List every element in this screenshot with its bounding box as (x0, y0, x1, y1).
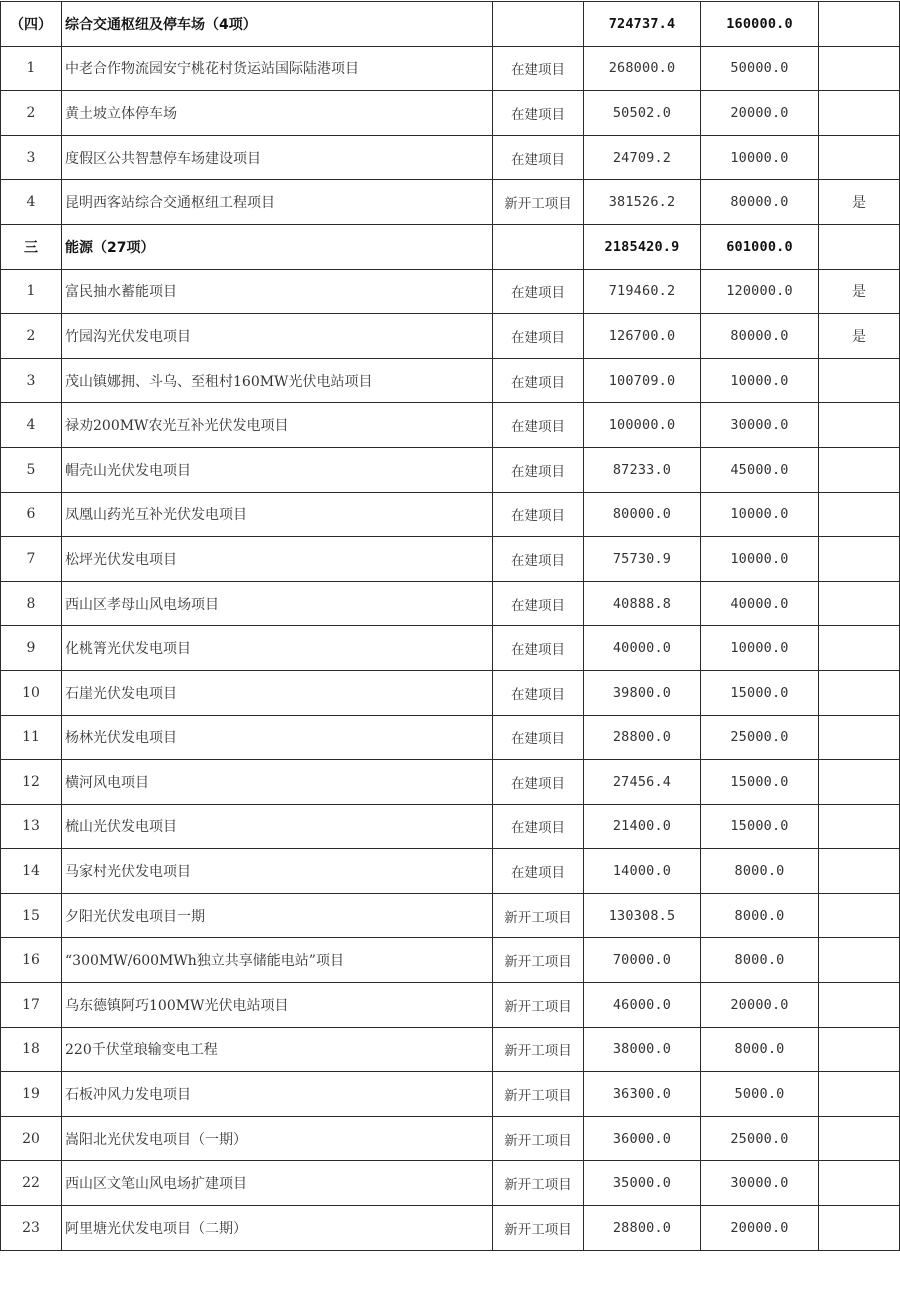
project-status: 在建项目 (493, 135, 584, 180)
project-name: 中老合作物流园安宁桃花村货运站国际陆港项目 (62, 46, 493, 91)
project-name: 茂山镇娜拥、斗乌、至租村160MW光伏电站项目 (62, 358, 493, 403)
project-status: 新开工项目 (493, 893, 584, 938)
total-investment: 28800.0 (584, 715, 701, 760)
project-status: 新开工项目 (493, 1116, 584, 1161)
table-row (1, 581, 900, 626)
row-number: 7 (1, 537, 62, 582)
table-row (1, 46, 900, 91)
row-number: 18 (1, 1027, 62, 1072)
key-project-flag (819, 492, 900, 537)
table-row (1, 447, 900, 492)
total-investment: 268000.0 (584, 46, 701, 91)
key-project-flag (819, 581, 900, 626)
planned-investment: 10000.0 (701, 626, 819, 671)
table-row (1, 1116, 900, 1161)
project-status: 在建项目 (493, 358, 584, 403)
total-investment: 40000.0 (584, 626, 701, 671)
project-status: 在建项目 (493, 46, 584, 91)
project-status: 新开工项目 (493, 1206, 584, 1251)
project-status: 在建项目 (493, 492, 584, 537)
planned-investment: 80000.0 (701, 314, 819, 359)
table-row (1, 135, 900, 180)
key-project-flag (819, 849, 900, 894)
key-project-flag (819, 670, 900, 715)
table-row (1, 626, 900, 671)
planned-investment: 25000.0 (701, 1116, 819, 1161)
planned-investment: 10000.0 (701, 358, 819, 403)
project-name: 梳山光伏发电项目 (62, 804, 493, 849)
project-status: 在建项目 (493, 447, 584, 492)
project-name: 竹园沟光伏发电项目 (62, 314, 493, 359)
total-investment: 126700.0 (584, 314, 701, 359)
project-status: 在建项目 (493, 403, 584, 448)
project-status: 新开工项目 (493, 983, 584, 1028)
project-name: 阿里塘光伏发电项目（二期） (62, 1206, 493, 1251)
table-row (1, 91, 900, 136)
row-number: 2 (1, 314, 62, 359)
planned-investment: 20000.0 (701, 91, 819, 136)
table-row (1, 804, 900, 849)
project-name: 松坪光伏发电项目 (62, 537, 493, 582)
planned-investment: 40000.0 (701, 581, 819, 626)
planned-investment: 50000.0 (701, 46, 819, 91)
row-number: 19 (1, 1072, 62, 1117)
planned-investment: 160000.0 (701, 2, 819, 47)
planned-investment: 30000.0 (701, 403, 819, 448)
total-investment: 27456.4 (584, 760, 701, 805)
project-name: 夕阳光伏发电项目一期 (62, 893, 493, 938)
project-name: 综合交通枢纽及停车场（4项） (62, 2, 493, 47)
key-project-flag (819, 1161, 900, 1206)
total-investment: 39800.0 (584, 670, 701, 715)
key-project-flag (819, 893, 900, 938)
key-project-flag (819, 1072, 900, 1117)
total-investment: 2185420.9 (584, 224, 701, 269)
table-row (1, 1206, 900, 1251)
row-number: 4 (1, 403, 62, 448)
project-name: 马家村光伏发电项目 (62, 849, 493, 894)
key-project-flag (819, 983, 900, 1028)
total-investment: 100709.0 (584, 358, 701, 403)
planned-investment: 15000.0 (701, 804, 819, 849)
project-name: 石崖光伏发电项目 (62, 670, 493, 715)
key-project-flag (819, 224, 900, 269)
row-number: 12 (1, 760, 62, 805)
key-project-flag (819, 760, 900, 805)
planned-investment: 80000.0 (701, 180, 819, 225)
key-project-flag (819, 1206, 900, 1251)
row-number: 5 (1, 447, 62, 492)
planned-investment: 10000.0 (701, 492, 819, 537)
project-table-body (1, 2, 900, 1251)
row-number: 1 (1, 46, 62, 91)
key-project-flag (819, 626, 900, 671)
key-project-flag (819, 2, 900, 47)
section-row (1, 2, 900, 47)
total-investment: 80000.0 (584, 492, 701, 537)
project-name: 帽壳山光伏发电项目 (62, 447, 493, 492)
total-investment: 21400.0 (584, 804, 701, 849)
planned-investment: 25000.0 (701, 715, 819, 760)
planned-investment: 8000.0 (701, 893, 819, 938)
planned-investment: 30000.0 (701, 1161, 819, 1206)
project-status: 新开工项目 (493, 1072, 584, 1117)
project-name: 能源（27项） (62, 224, 493, 269)
project-status (493, 224, 584, 269)
row-number: 17 (1, 983, 62, 1028)
row-number: 15 (1, 893, 62, 938)
project-status: 在建项目 (493, 269, 584, 314)
key-project-flag (819, 804, 900, 849)
row-number: 16 (1, 938, 62, 983)
planned-investment: 5000.0 (701, 1072, 819, 1117)
planned-investment: 8000.0 (701, 938, 819, 983)
total-investment: 36000.0 (584, 1116, 701, 1161)
row-number: 14 (1, 849, 62, 894)
project-name: “300MW/600MWh独立共享储能电站”项目 (62, 938, 493, 983)
project-status: 在建项目 (493, 670, 584, 715)
total-investment: 24709.2 (584, 135, 701, 180)
planned-investment: 8000.0 (701, 849, 819, 894)
project-name: 嵩阳北光伏发电项目（一期） (62, 1116, 493, 1161)
project-status: 新开工项目 (493, 1161, 584, 1206)
table-row (1, 849, 900, 894)
planned-investment: 10000.0 (701, 135, 819, 180)
table-row (1, 358, 900, 403)
project-status: 在建项目 (493, 626, 584, 671)
project-name: 220千伏堂琅输变电工程 (62, 1027, 493, 1072)
project-name: 富民抽水蓄能项目 (62, 269, 493, 314)
key-project-flag: 是 (819, 314, 900, 359)
key-project-flag (819, 938, 900, 983)
table-row (1, 314, 900, 359)
key-project-flag (819, 403, 900, 448)
total-investment: 46000.0 (584, 983, 701, 1028)
project-status: 在建项目 (493, 760, 584, 805)
total-investment: 36300.0 (584, 1072, 701, 1117)
section-row (1, 224, 900, 269)
table-row (1, 983, 900, 1028)
planned-investment: 8000.0 (701, 1027, 819, 1072)
project-name: 西山区文笔山风电场扩建项目 (62, 1161, 493, 1206)
project-status: 在建项目 (493, 537, 584, 582)
table-row (1, 760, 900, 805)
key-project-flag: 是 (819, 180, 900, 225)
row-number: 4 (1, 180, 62, 225)
key-project-flag (819, 537, 900, 582)
row-number: 20 (1, 1116, 62, 1161)
project-name: 凤凰山药光互补光伏发电项目 (62, 492, 493, 537)
project-status: 新开工项目 (493, 1027, 584, 1072)
total-investment: 75730.9 (584, 537, 701, 582)
planned-investment: 15000.0 (701, 670, 819, 715)
planned-investment: 10000.0 (701, 537, 819, 582)
project-name: 禄劝200MW农光互补光伏发电项目 (62, 403, 493, 448)
row-number: （四） (1, 2, 62, 47)
key-project-flag (819, 358, 900, 403)
total-investment: 724737.4 (584, 2, 701, 47)
table-row (1, 1027, 900, 1072)
table-row (1, 269, 900, 314)
table-row (1, 1072, 900, 1117)
table-row (1, 180, 900, 225)
row-number: 8 (1, 581, 62, 626)
row-number: 3 (1, 135, 62, 180)
table-row (1, 537, 900, 582)
project-name: 杨林光伏发电项目 (62, 715, 493, 760)
table-row (1, 670, 900, 715)
table-row (1, 492, 900, 537)
total-investment: 100000.0 (584, 403, 701, 448)
total-investment: 35000.0 (584, 1161, 701, 1206)
project-name: 昆明西客站综合交通枢纽工程项目 (62, 180, 493, 225)
table-row (1, 715, 900, 760)
key-project-flag (819, 46, 900, 91)
total-investment: 130308.5 (584, 893, 701, 938)
project-status: 在建项目 (493, 314, 584, 359)
row-number: 6 (1, 492, 62, 537)
row-number: 1 (1, 269, 62, 314)
key-project-flag (819, 1116, 900, 1161)
project-name: 西山区孝母山风电场项目 (62, 581, 493, 626)
key-project-flag: 是 (819, 269, 900, 314)
key-project-flag (819, 447, 900, 492)
planned-investment: 20000.0 (701, 983, 819, 1028)
project-status: 在建项目 (493, 849, 584, 894)
project-name: 横河风电项目 (62, 760, 493, 805)
project-status: 在建项目 (493, 804, 584, 849)
row-number: 2 (1, 91, 62, 136)
planned-investment: 15000.0 (701, 760, 819, 805)
row-number: 11 (1, 715, 62, 760)
planned-investment: 45000.0 (701, 447, 819, 492)
project-name: 乌东德镇阿巧100MW光伏电站项目 (62, 983, 493, 1028)
total-investment: 14000.0 (584, 849, 701, 894)
row-number: 13 (1, 804, 62, 849)
key-project-flag (819, 91, 900, 136)
total-investment: 38000.0 (584, 1027, 701, 1072)
table-row (1, 893, 900, 938)
project-status (493, 2, 584, 47)
project-status: 在建项目 (493, 581, 584, 626)
table-row (1, 1161, 900, 1206)
planned-investment: 120000.0 (701, 269, 819, 314)
planned-investment: 601000.0 (701, 224, 819, 269)
total-investment: 50502.0 (584, 91, 701, 136)
project-name: 石板冲风力发电项目 (62, 1072, 493, 1117)
row-number: 22 (1, 1161, 62, 1206)
project-name: 度假区公共智慧停车场建设项目 (62, 135, 493, 180)
row-number: 3 (1, 358, 62, 403)
total-investment: 40888.8 (584, 581, 701, 626)
key-project-flag (819, 715, 900, 760)
total-investment: 28800.0 (584, 1206, 701, 1251)
project-name: 化桃箐光伏发电项目 (62, 626, 493, 671)
total-investment: 70000.0 (584, 938, 701, 983)
total-investment: 719460.2 (584, 269, 701, 314)
project-status: 在建项目 (493, 91, 584, 136)
project-status: 新开工项目 (493, 180, 584, 225)
row-number: 9 (1, 626, 62, 671)
total-investment: 381526.2 (584, 180, 701, 225)
project-table (0, 1, 900, 1251)
row-number: 10 (1, 670, 62, 715)
table-row (1, 938, 900, 983)
planned-investment: 20000.0 (701, 1206, 819, 1251)
row-number: 23 (1, 1206, 62, 1251)
total-investment: 87233.0 (584, 447, 701, 492)
table-row (1, 403, 900, 448)
key-project-flag (819, 1027, 900, 1072)
project-name: 黄土坡立体停车场 (62, 91, 493, 136)
project-status: 新开工项目 (493, 938, 584, 983)
row-number: 三 (1, 224, 62, 269)
project-status: 在建项目 (493, 715, 584, 760)
key-project-flag (819, 135, 900, 180)
